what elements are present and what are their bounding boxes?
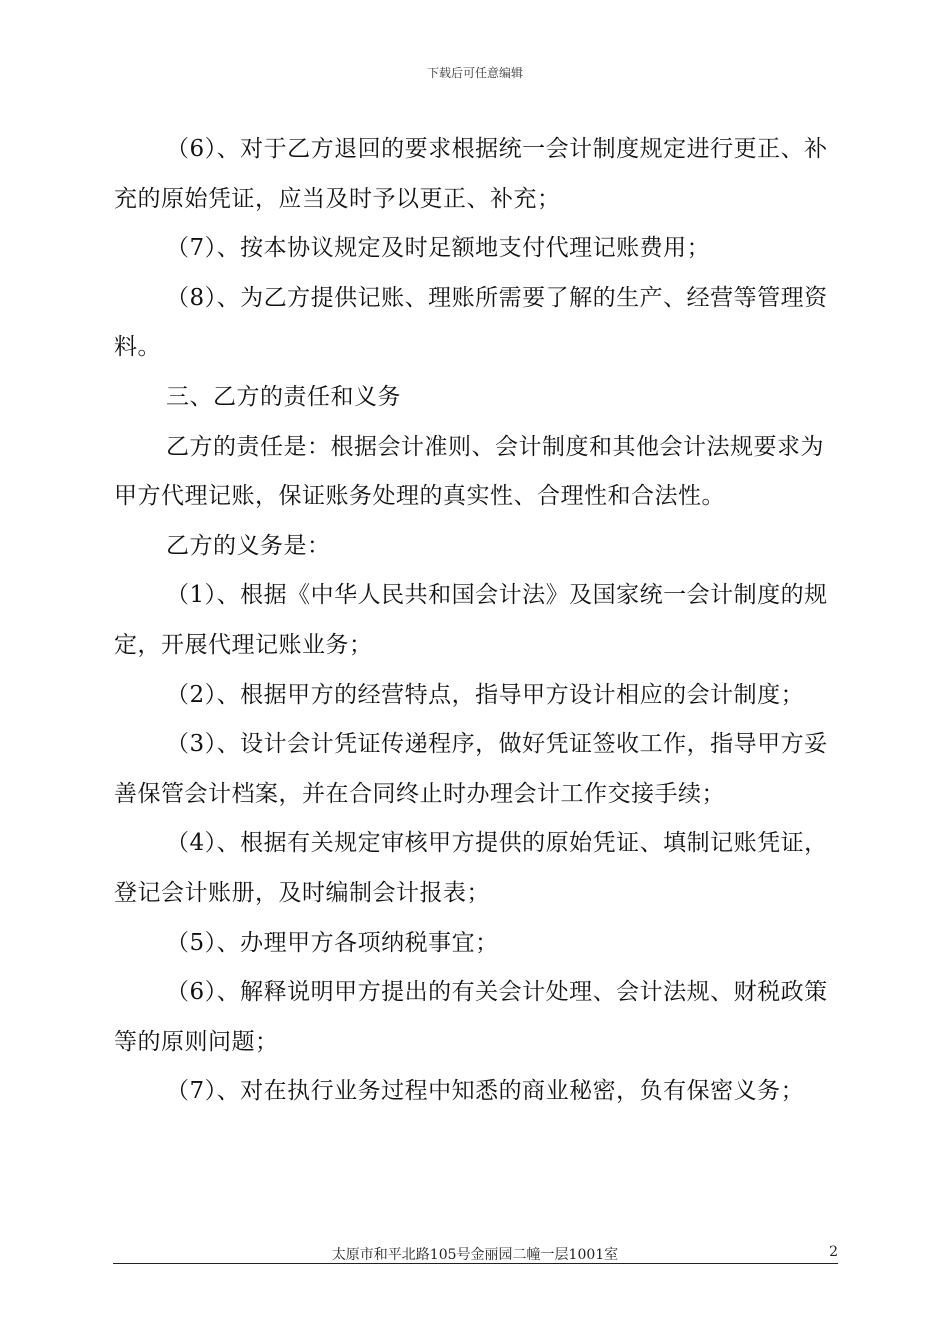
- paragraph-3: （8）、为乙方提供记账、理账所需要了解的生产、经营等管理资料。: [114, 284, 828, 361]
- paragraph-1: （6）、对于乙方退回的要求根据统一会计制度规定进行更正、补充的原始凭证，应当及时予以更正、补充；: [114, 136, 828, 212]
- paragraph-11: （5）、办理甲方各项纳税事宜；: [166, 929, 499, 956]
- paragraph-12: （6）、解释说明甲方提出的有关会计处理、会计法规、财税政策等的原则问题；: [114, 979, 828, 1055]
- paragraph-5: 乙方的责任是：根据会计准则、会计制度和其他会计法规要求为甲方代理记账，保证账务处理的真实性、合理性和合法性。: [114, 433, 824, 510]
- paragraph-6: 乙方的义务是：: [166, 532, 331, 559]
- section-heading: 三、乙方的责任和义务: [166, 383, 401, 410]
- paragraph-9: （3）、设计会计凭证传递程序，做好凭证签收工作，指导甲方妥善保管会计档案，并在合同终止时办理会计工作交接手续；: [114, 731, 828, 807]
- paragraph-7: （1）、根据《中华人民共和国会计法》及国家统一会计制度的规定，开展代理记账业务；: [114, 582, 828, 658]
- paragraph-13: （7）、对在执行业务过程中知悉的商业秘密，负有保密义务；: [166, 1078, 805, 1105]
- paragraph-2: （7）、按本协议规定及时足额地支付代理记账费用；: [166, 235, 711, 262]
- footer-address: 太原市和平北路105号金丽园二幢一层1001室: [331, 1247, 619, 1263]
- paragraph-10: （4）、根据有关规定审核甲方提供的原始凭证、填制记账凭证，登记会计账册，及时编制会计报表；: [114, 830, 828, 906]
- document-body: [114, 125, 839, 1117]
- page-header: 下载后可任意编辑: [426, 66, 523, 80]
- footer-divider: [113, 1263, 838, 1264]
- page-number: 2: [829, 1244, 838, 1260]
- paragraph-8: （2）、根据甲方的经营特点，指导甲方设计相应的会计制度；: [166, 681, 805, 708]
